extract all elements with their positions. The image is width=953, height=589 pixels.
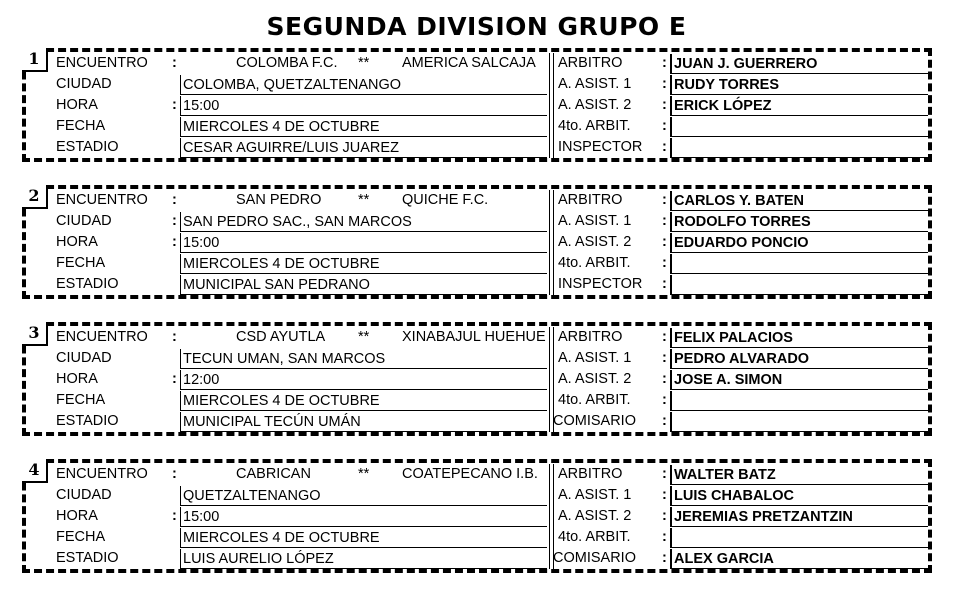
- row-ciudad: [22, 348, 932, 369]
- value-comisario: ALEX GARCIA: [670, 549, 928, 569]
- row-fecha: [22, 390, 932, 411]
- colon: :: [662, 466, 667, 482]
- row-ciudad: [22, 211, 932, 232]
- label-arbitro: ARBITRO: [558, 192, 623, 208]
- team-home: CABRICAN: [236, 466, 311, 482]
- value-arbitro: FELIX PALACIOS: [670, 328, 928, 348]
- value-ciudad: SAN PEDRO SAC., SAN MARCOS: [180, 212, 547, 232]
- column-divider: [549, 253, 554, 274]
- column-divider: [549, 137, 554, 158]
- column-divider: [549, 506, 554, 527]
- value-hora: 15:00: [180, 507, 547, 527]
- label-asist1: A. ASIST. 1: [558, 76, 632, 92]
- label-encuentro: ENCUENTRO: [56, 329, 148, 345]
- vs-separator: **: [358, 329, 370, 345]
- value-fecha: MIERCOLES 4 DE OCTUBRE: [180, 254, 547, 274]
- label-fecha: FECHA: [56, 255, 106, 271]
- label-ciudad: CIUDAD: [56, 213, 112, 229]
- row-encuentro: [22, 327, 932, 348]
- label-hora: HORA: [56, 371, 98, 387]
- vs-separator: **: [358, 192, 370, 208]
- label-encuentro: ENCUENTRO: [56, 466, 148, 482]
- match-block-2: [22, 185, 932, 299]
- colon: :: [662, 550, 667, 566]
- value-hora: 15:00: [180, 96, 547, 116]
- colon: :: [662, 97, 667, 113]
- colon: :: [172, 192, 177, 208]
- colon: :: [662, 234, 667, 250]
- value-cuarto-arbitro: [670, 391, 928, 411]
- colon: :: [172, 466, 177, 482]
- colon: :: [662, 276, 667, 292]
- colon: :: [662, 139, 667, 155]
- row-encuentro: [22, 53, 932, 74]
- row-encuentro: [22, 190, 932, 211]
- row-fecha: [22, 253, 932, 274]
- value-estadio: MUNICIPAL SAN PEDRANO: [180, 275, 547, 295]
- column-divider: [549, 116, 554, 137]
- column-divider: [549, 211, 554, 232]
- column-divider: [549, 390, 554, 411]
- label-inspector: INSPECTOR: [558, 276, 643, 292]
- colon: :: [662, 413, 667, 429]
- colon: :: [172, 97, 177, 113]
- row-ciudad: [22, 485, 932, 506]
- label-cuarto-arbitro: 4to. ARBIT.: [558, 118, 631, 134]
- column-divider: [549, 53, 554, 74]
- row-hora: [22, 232, 932, 253]
- value-estadio: CESAR AGUIRRE/LUIS JUAREZ: [180, 138, 547, 158]
- row-estadio: [22, 548, 932, 569]
- match-number: 1: [22, 48, 48, 72]
- value-arbitro: CARLOS Y. BATEN: [670, 191, 928, 211]
- value-estadio: LUIS AURELIO LÓPEZ: [180, 549, 547, 569]
- label-ciudad: CIUDAD: [56, 350, 112, 366]
- label-estadio: ESTADIO: [56, 413, 119, 429]
- label-asist2: A. ASIST. 2: [558, 371, 632, 387]
- value-cuarto-arbitro: [670, 254, 928, 274]
- colon: :: [172, 55, 177, 71]
- value-inspector: [670, 275, 928, 295]
- match-number: 4: [22, 459, 48, 483]
- team-away: QUICHE F.C.: [402, 192, 489, 208]
- value-asist2: JEREMIAS PRETZANTZIN: [670, 507, 928, 527]
- colon: :: [662, 118, 667, 134]
- page-title: SEGUNDA DIVISION GRUPO E: [266, 12, 687, 41]
- label-cuarto-arbitro: 4to. ARBIT.: [558, 529, 631, 545]
- label-cuarto-arbitro: 4to. ARBIT.: [558, 255, 631, 271]
- team-home: COLOMBA F.C.: [236, 55, 338, 71]
- value-asist2: JOSE A. SIMON: [670, 370, 928, 390]
- row-fecha: [22, 116, 932, 137]
- value-hora: 15:00: [180, 233, 547, 253]
- match-block-3: [22, 322, 932, 436]
- column-divider: [549, 274, 554, 295]
- colon: :: [172, 371, 177, 387]
- column-divider: [549, 74, 554, 95]
- value-arbitro: WALTER BATZ: [670, 465, 928, 485]
- label-asist2: A. ASIST. 2: [558, 97, 632, 113]
- label-hora: HORA: [56, 234, 98, 250]
- label-estadio: ESTADIO: [56, 276, 119, 292]
- row-estadio: [22, 274, 932, 295]
- colon: :: [662, 213, 667, 229]
- match-number: 2: [22, 185, 48, 209]
- column-divider: [549, 369, 554, 390]
- value-arbitro: JUAN J. GUERRERO: [670, 54, 928, 74]
- label-asist1: A. ASIST. 1: [558, 487, 632, 503]
- label-arbitro: ARBITRO: [558, 329, 623, 345]
- value-asist1: PEDRO ALVARADO: [670, 349, 928, 369]
- colon: :: [172, 508, 177, 524]
- label-encuentro: ENCUENTRO: [56, 192, 148, 208]
- label-comisario: COMISARIO: [553, 550, 636, 566]
- value-asist2: EDUARDO PONCIO: [670, 233, 928, 253]
- label-asist2: A. ASIST. 2: [558, 234, 632, 250]
- colon: :: [662, 371, 667, 387]
- label-encuentro: ENCUENTRO: [56, 55, 148, 71]
- label-arbitro: ARBITRO: [558, 466, 623, 482]
- label-fecha: FECHA: [56, 118, 106, 134]
- colon: :: [662, 329, 667, 345]
- vs-separator: **: [358, 466, 370, 482]
- row-estadio: [22, 411, 932, 432]
- row-hora: [22, 506, 932, 527]
- label-asist2: A. ASIST. 2: [558, 508, 632, 524]
- vs-separator: **: [358, 55, 370, 71]
- team-home: SAN PEDRO: [236, 192, 322, 208]
- value-cuarto-arbitro: [670, 117, 928, 137]
- value-hora: 12:00: [180, 370, 547, 390]
- column-divider: [549, 527, 554, 548]
- value-asist1: LUIS CHABALOC: [670, 486, 928, 506]
- colon: :: [172, 329, 177, 345]
- label-fecha: FECHA: [56, 529, 106, 545]
- label-ciudad: CIUDAD: [56, 76, 112, 92]
- colon: :: [662, 529, 667, 545]
- label-arbitro: ARBITRO: [558, 55, 623, 71]
- label-hora: HORA: [56, 508, 98, 524]
- colon: :: [662, 392, 667, 408]
- label-asist1: A. ASIST. 1: [558, 350, 632, 366]
- value-estadio: MUNICIPAL TECÚN UMÁN: [180, 412, 547, 432]
- column-divider: [549, 327, 554, 348]
- row-fecha: [22, 527, 932, 548]
- colon: :: [662, 76, 667, 92]
- column-divider: [549, 95, 554, 116]
- label-fecha: FECHA: [56, 392, 106, 408]
- value-cuarto-arbitro: [670, 528, 928, 548]
- colon: :: [662, 192, 667, 208]
- column-divider: [549, 232, 554, 253]
- match-number: 3: [22, 322, 48, 346]
- label-cuarto-arbitro: 4to. ARBIT.: [558, 392, 631, 408]
- row-encuentro: [22, 464, 932, 485]
- value-asist1: RUDY TORRES: [670, 75, 928, 95]
- colon: :: [662, 255, 667, 271]
- row-ciudad: [22, 74, 932, 95]
- colon: :: [172, 234, 177, 250]
- value-ciudad: TECUN UMAN, SAN MARCOS: [180, 349, 547, 369]
- label-estadio: ESTADIO: [56, 550, 119, 566]
- match-block-1: [22, 48, 932, 162]
- column-divider: [549, 464, 554, 485]
- label-comisario: COMISARIO: [553, 413, 636, 429]
- value-ciudad: COLOMBA, QUETZALTENANGO: [180, 75, 547, 95]
- value-ciudad: QUETZALTENANGO: [180, 486, 547, 506]
- team-away: XINABAJUL HUEHUE: [402, 329, 546, 345]
- row-hora: [22, 95, 932, 116]
- column-divider: [549, 190, 554, 211]
- colon: :: [172, 213, 177, 229]
- value-fecha: MIERCOLES 4 DE OCTUBRE: [180, 117, 547, 137]
- column-divider: [549, 485, 554, 506]
- label-estadio: ESTADIO: [56, 139, 119, 155]
- value-asist2: ERICK LÓPEZ: [670, 96, 928, 116]
- label-asist1: A. ASIST. 1: [558, 213, 632, 229]
- team-home: CSD AYUTLA: [236, 329, 326, 345]
- row-hora: [22, 369, 932, 390]
- team-away: AMERICA SALCAJA: [402, 55, 536, 71]
- colon: :: [662, 55, 667, 71]
- colon: :: [662, 487, 667, 503]
- team-away: COATEPECANO I.B.: [402, 466, 538, 482]
- label-ciudad: CIUDAD: [56, 487, 112, 503]
- value-fecha: MIERCOLES 4 DE OCTUBRE: [180, 528, 547, 548]
- value-inspector: [670, 138, 928, 158]
- column-divider: [549, 348, 554, 369]
- colon: :: [662, 508, 667, 524]
- value-comisario: [670, 412, 928, 432]
- row-estadio: [22, 137, 932, 158]
- label-inspector: INSPECTOR: [558, 139, 643, 155]
- value-asist1: RODOLFO TORRES: [670, 212, 928, 232]
- colon: :: [662, 350, 667, 366]
- match-block-4: [22, 459, 932, 573]
- label-hora: HORA: [56, 97, 98, 113]
- value-fecha: MIERCOLES 4 DE OCTUBRE: [180, 391, 547, 411]
